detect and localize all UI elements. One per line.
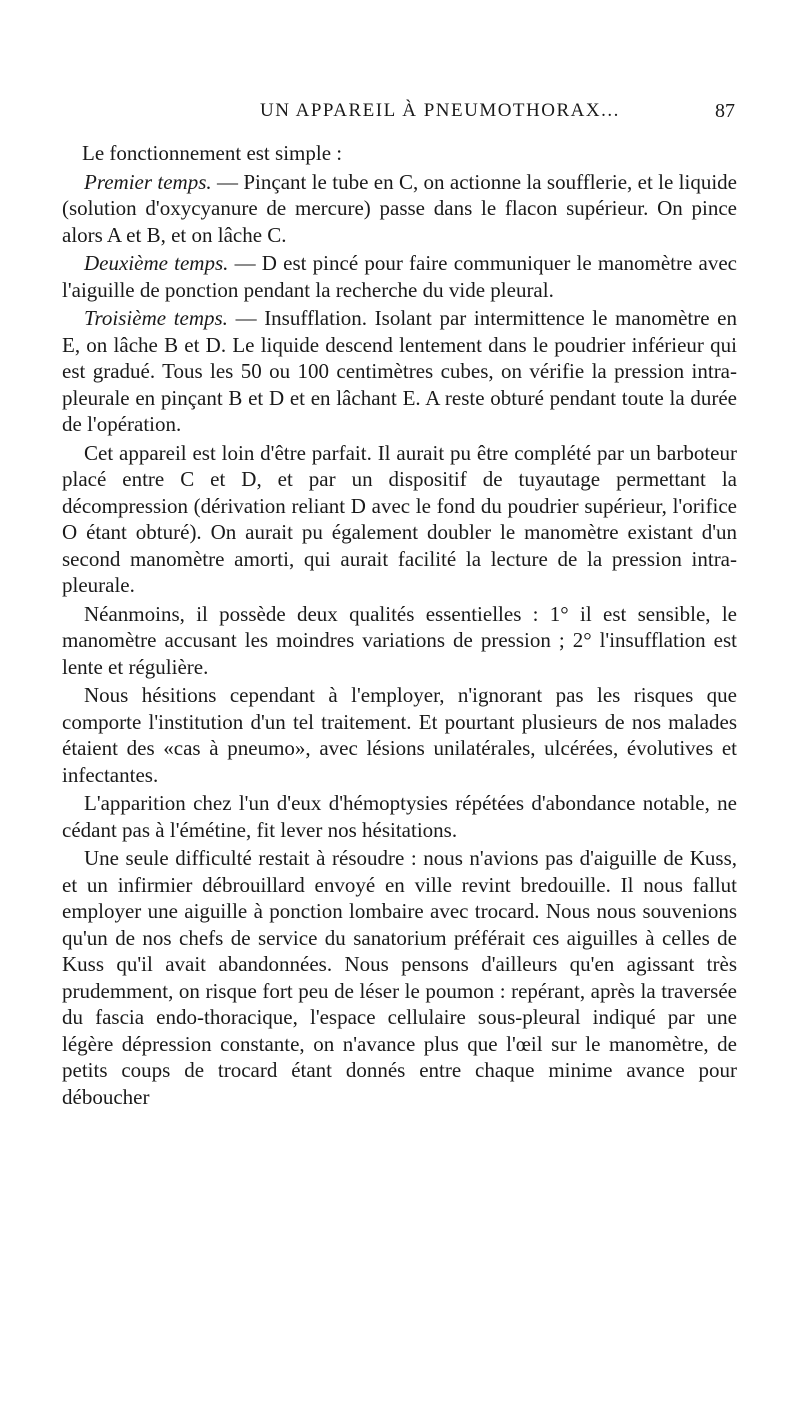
paragraph-difficulte (62, 845, 737, 1110)
paragraph-text: — D est pincé pour faire communiquer le manomètre avec l'aiguille de ponction pendant la recherche du vide pleural. (62, 251, 737, 302)
paragraph-hesitations (62, 682, 737, 788)
page-number: 87 (715, 100, 735, 122)
paragraph-text: Cet appareil est loin d'être parfait. Il aurait pu être complété par un barboteur placé entre C et D, et par un dispositif de tuyautage permettant la décompression (dérivation reliant D avec le fond du poudrier supérieur, l'orifice O étant obturé). On aurait pu également doubler le manomètre existant d'un second manomètre amorti, qui aurait facilité la lecture de la pression intra-pleurale. (62, 440, 737, 597)
running-title: UN APPAREIL À PNEUMOTHORAX... (260, 100, 620, 121)
paragraph-text: — Pinçant le tube en C, on actionne la soufflerie, et le liquide (solution d'oxycyanure de mercure) passe dans le flacon supérieur. On pince alors A et B, et on lâche C. (62, 169, 737, 247)
paragraph-premier-temps (62, 169, 737, 249)
paragraph-text: — Insufflation. Isolant par intermittence le manomètre en E, on lâche B et D. Le liquide descend lentement dans le poudrier inférieur qui est gradué. Tous les 50 ou 100 centimètres cubes, on vérifie la pression intra-pleurale en pinçant B et D et en lâchant E. A reste obturé pendant toute la durée de l'opération. (62, 306, 737, 436)
paragraph-text: Néanmoins, il possède deux qualités essentielles : 1° il est sensible, le manomètre accusant les moindres variations de pression ; 2° l'insufflation est lente et régulière. (62, 601, 737, 679)
page-header (130, 100, 735, 130)
paragraph-deuxieme-temps (62, 250, 737, 303)
paragraph-appareil (62, 440, 737, 599)
paragraph-text: Le fonctionnement est simple : (82, 141, 343, 165)
paragraph-hemoptysies (62, 790, 737, 843)
paragraph-lead: Deuxième temps. (84, 251, 229, 275)
paragraph-intro (62, 140, 737, 167)
paragraph-text: Nous hésitions cependant à l'employer, n'ignorant pas les risques que comporte l'institution d'un tel traitement. Et pourtant plusieurs de nos malades étaient des «cas à pneumo», avec lésions unilatérales, ulcérées, évolutives et infectantes. (62, 683, 737, 787)
paragraph-lead: Premier temps. (84, 169, 212, 194)
paragraph-troisieme-temps (62, 305, 737, 438)
paragraph-lead: Troisième temps. (84, 306, 228, 330)
paragraph-qualites (62, 601, 737, 681)
paragraph-text: Une seule difficulté restait à résoudre : nous n'avions pas d'aiguille de Kuss, et un infirmier débrouillard envoyé en ville revint bredouille. Il nous fallut employer une aiguille à ponction lombaire avec trocard. Nous nous souvenions qu'un de nos chefs de service du sanatorium préférait ces aiguilles à celles de Kuss qu'il avait abandonnées. Nous pensons d'ailleurs qu'en agissant très prudemment, on risque fort peu de léser le poumon : repérant, après la traversée du fascia endo-thoracique, l'espace cellulaire sous-pleural indiqué par une légère dépression constante, on n'avance plus que l'œil sur le manomètre, de petits coups de trocard étant donnés entre chaque minime avance pour déboucher (62, 846, 737, 1109)
paragraph-text: L'apparition chez l'un d'eux d'hémoptysies répétées d'abondance notable, ne cédant pas à l'émétine, fit lever nos hésitations. (62, 791, 737, 842)
page-body (62, 140, 737, 1112)
